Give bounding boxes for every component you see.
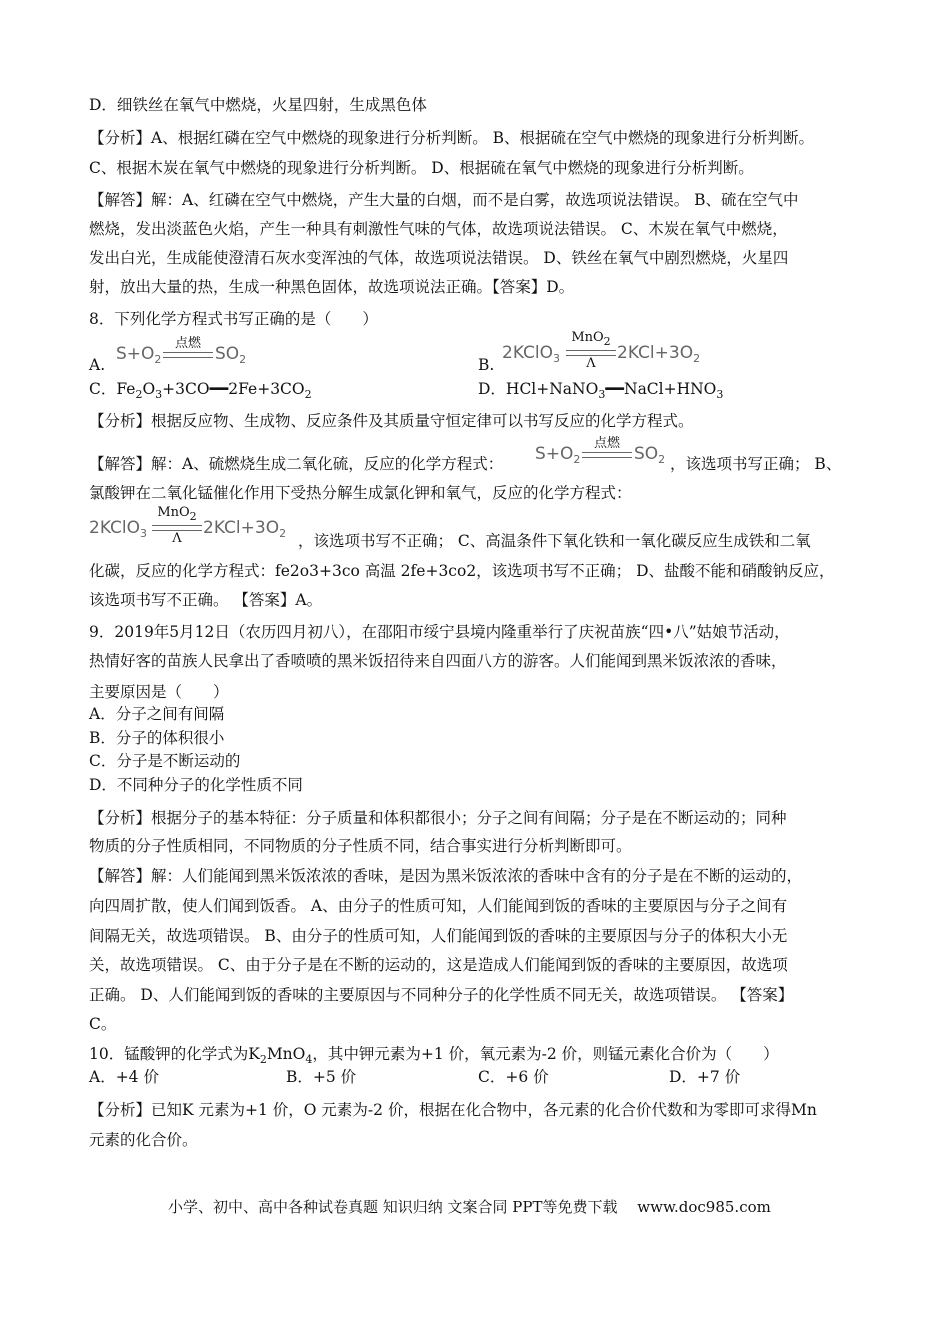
text-line: 发出白光，生成能使澄清石灰水变浑浊的气体，故选项说法错误。 D、铁丝在氧气中剧烈燃烧，火星四	[89, 249, 789, 267]
text-line: 【解答】解：A、红磷在空气中燃烧，产生大量的白烟，而不是白雾，故选项说法错误。 B、硫在空气中	[89, 191, 799, 209]
option-a: A．+4 价	[89, 1068, 159, 1086]
text-line: ，该选项书写不正确； C、高温条件下氧化铁和一氧化碳反应生成铁和二氧	[298, 532, 811, 550]
text-line: 射，放出大量的热，生成一种黑色固体，故选项说法正确。【答案】D。	[89, 278, 575, 296]
option-a: A．分子之间有间隔	[89, 705, 225, 723]
page-footer: 小学、初中、高中各种试卷真题 知识归纳 文案合同 PPT等免费下载 www.doc985.com	[168, 1198, 771, 1216]
text-line: 氯酸钾在二氧化锰催化作用下受热分解生成氯化钾和氧气，反应的化学方程式：	[89, 484, 632, 502]
text-line: 【分析】根据反应物、生成物、反应条件及其质量守恒定律可以书写反应的化学方程式。	[89, 412, 694, 430]
text-line: ，该选项书写正确； B、	[670, 455, 842, 473]
text-line: 向四周扩散，使人们闻到饭香。 A、由分子的性质可知，人们能闻到饭的香味的主要原因与分子之间有	[89, 897, 788, 915]
option-d: D．+7 价	[669, 1068, 741, 1086]
text-line: 热情好客的苗族人民拿出了香喷喷的黑米饭招待来自四面八方的游客。人们能闻到黑米饭浓浓的香味，	[89, 652, 787, 670]
text-line: 【分析】根据分子的基本特征：分子质量和体积都很小；分子之间有间隔；分子是在不断运动的；同种	[89, 809, 787, 827]
text-line: 物质的分子性质相同，不同物质的分子性质不同，结合事实进行分析判断即可。	[89, 837, 632, 855]
text-line: 【分析】A、根据红磷在空气中燃烧的现象进行分析判断。 B、根据硫在空气中燃烧的现象进行分析判断。	[89, 129, 815, 147]
option-d: D．$HCl+NaNO_3━━NaCl+HNO_3$	[478, 380, 724, 401]
text-line: 燃烧，发出淡蓝色火焰，产生一种具有刺激性气味的气体，故选项说法错误。 C、木炭在氧气中燃烧，	[89, 220, 788, 238]
text-line: 正确。 D、人们能闻到饭的香味的主要原因与不同种分子的化学性质不同无关，故选项错误。 【答案】	[89, 986, 794, 1004]
text-line: 【分析】已知K 元素为+1 价，O 元素为-2 价，根据在化合物中，各元素的化合价代数和为零即可求得Mn	[89, 1101, 817, 1119]
text-line: 化碳，反应的化学方程式：fe2o3+3co 高温 2fe+3co2，该选项书写不正确； D、盐酸不能和硝酸钠反应，	[89, 562, 835, 580]
option-d: D．不同种分子的化学性质不同	[89, 776, 303, 794]
question-8: 8．下列化学方程式书写正确的是（ ）	[89, 310, 378, 328]
option-c: C．分子是不断运动的	[89, 752, 241, 770]
text-line: 【解答】解：人们能闻到黑米饭浓浓的香味，是因为黑米饭浓浓的香味中含有的分子是在不断的运动的，	[89, 867, 803, 885]
question-10: 10．锰酸钾的化学式为$K_2MnO_4$，其中钾元素为+1 价，氧元素为-2 价，则锰元素化合价为（ ）	[89, 1045, 779, 1066]
text-line: D．细铁丝在氧气中燃烧，火星四射，生成黑色体	[89, 96, 427, 114]
option-b: B．分子的体积很小	[89, 729, 225, 747]
text-line: 元素的化合价。	[89, 1131, 198, 1149]
question-9: 9．2019年5月12日（农历四月初八），在邵阳市绥宁县境内隆重举行了庆祝苗族“四•八”姑娘节活动，	[89, 623, 790, 641]
text-line: 该选项书写不正确。 【答案】A。	[89, 591, 323, 609]
text-line: 【解答】解：A、硫燃烧生成二氧化硫，反应的化学方程式：	[89, 455, 504, 473]
option-b-label: B.	[478, 356, 495, 374]
option-b: B．+5 价	[286, 1068, 357, 1086]
text-line: 间隔无关，故选项错误。 B、由分子的性质可知，人们能闻到饭的香味的主要原因与分子的体积大小无	[89, 927, 788, 945]
option-c: C．+6 价	[478, 1068, 549, 1086]
option-a-label: A.	[89, 356, 106, 374]
text-line: 关，故选项错误。 C、由于分子是在不断的运动的，这是造成人们能闻到饭的香味的主要原因，故选项	[89, 956, 788, 974]
text-line: 主要原因是（ ）	[89, 683, 229, 701]
text-line: C、根据木炭在氧气中燃烧的现象进行分析判断。 D、根据硫在氧气中燃烧的现象进行分析判断。	[89, 159, 754, 177]
option-c: C．$Fe_2O_3+3CO━━2Fe+3CO_2$	[89, 380, 312, 401]
text-line: C。	[89, 1015, 117, 1033]
